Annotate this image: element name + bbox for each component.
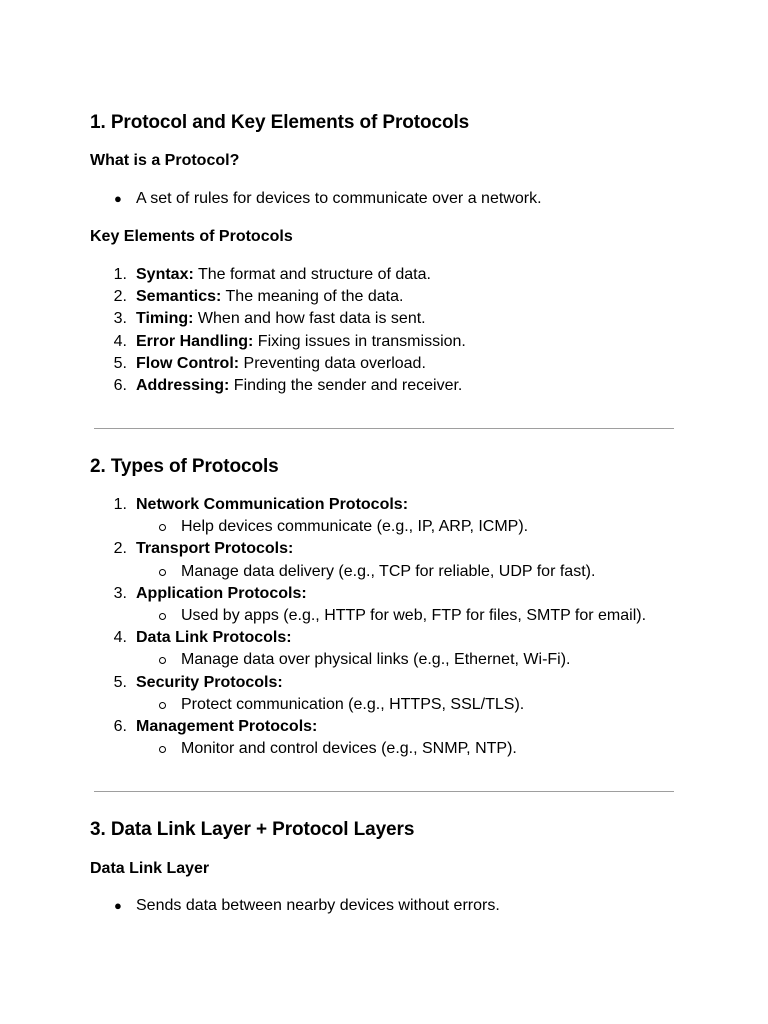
list-item-term: Error Handling: (136, 333, 254, 350)
protocol-type-term: Transport Protocols: (136, 540, 294, 557)
list-number: 1. (113, 496, 127, 513)
protocol-type-term: Application Protocols: (136, 585, 307, 602)
list-item-description: The format and structure of data. (193, 266, 431, 283)
list-item-description: Fixing issues in transmission. (253, 333, 466, 350)
list-item-term: Flow Control: (136, 355, 240, 372)
list-item: Sends data between nearby devices without errors. (136, 897, 500, 914)
subheading-key-elements: Key Elements of Protocols (90, 228, 293, 245)
list-number: 3. (113, 310, 127, 327)
list-item-description: Finding the sender and receiver. (229, 377, 463, 394)
protocol-type-description: Manage data over physical links (e.g., Ethernet, Wi-Fi). (181, 651, 571, 668)
protocol-type-term: Security Protocols: (136, 674, 283, 691)
list-item-term: Syntax: (136, 266, 194, 283)
protocol-type-term: Network Communication Protocols: (136, 496, 409, 513)
sub-bullet-circle-icon (159, 569, 166, 576)
list-number: 3. (113, 585, 127, 602)
list-number: 1. (113, 266, 127, 283)
divider (94, 428, 674, 429)
sub-bullet-circle-icon (159, 702, 166, 709)
bullet-dot: ● (114, 898, 122, 913)
sub-bullet-circle-icon (159, 657, 166, 664)
subheading-what-is-protocol: What is a Protocol? (90, 152, 240, 169)
list-number: 5. (113, 355, 127, 372)
section-heading-types: 2. Types of Protocols (90, 456, 279, 477)
list-item-description: When and how fast data is sent. (193, 310, 426, 327)
subheading-data-link-layer: Data Link Layer (90, 860, 210, 877)
list-item (136, 266, 431, 284)
protocol-type-description: Help devices communicate (e.g., IP, ARP, ICMP). (181, 518, 529, 535)
list-item-term: Addressing: (136, 377, 230, 394)
list-item-term: Semantics: (136, 288, 222, 305)
protocol-type-term: Data Link Protocols: (136, 629, 292, 646)
list-item (136, 288, 403, 306)
list-item: A set of rules for devices to communicate over a network. (136, 190, 542, 207)
divider (94, 791, 674, 792)
list-item (136, 333, 466, 351)
protocol-type-term: Management Protocols: (136, 718, 318, 735)
list-number: 4. (113, 333, 127, 350)
list-number: 2. (113, 540, 127, 557)
list-item (136, 310, 426, 328)
section-heading-protocols: 1. Protocol and Key Elements of Protocols (90, 112, 470, 133)
list-number: 2. (113, 288, 127, 305)
list-number: 5. (113, 674, 127, 691)
list-item (136, 377, 462, 395)
sub-bullet-circle-icon (159, 524, 166, 531)
bullet-dot: ● (114, 191, 122, 206)
sub-bullet-circle-icon (159, 746, 166, 753)
list-number: 4. (113, 629, 127, 646)
protocol-type-description: Manage data delivery (e.g., TCP for reliable, UDP for fast). (181, 563, 596, 580)
section-heading-data-link: 3. Data Link Layer + Protocol Layers (90, 819, 415, 840)
list-number: 6. (113, 718, 127, 735)
list-number: 6. (113, 377, 127, 394)
sub-bullet-circle-icon (159, 613, 166, 620)
protocol-type-description: Protect communication (e.g., HTTPS, SSL/TLS). (181, 696, 525, 713)
protocol-type-description: Used by apps (e.g., HTTP for web, FTP for files, SMTP for email). (181, 607, 647, 624)
list-item-description: Preventing data overload. (239, 355, 426, 372)
list-item-description: The meaning of the data. (221, 288, 404, 305)
protocol-type-description: Monitor and control devices (e.g., SNMP, NTP). (181, 740, 517, 757)
list-item-term: Timing: (136, 310, 194, 327)
list-item (136, 355, 426, 373)
